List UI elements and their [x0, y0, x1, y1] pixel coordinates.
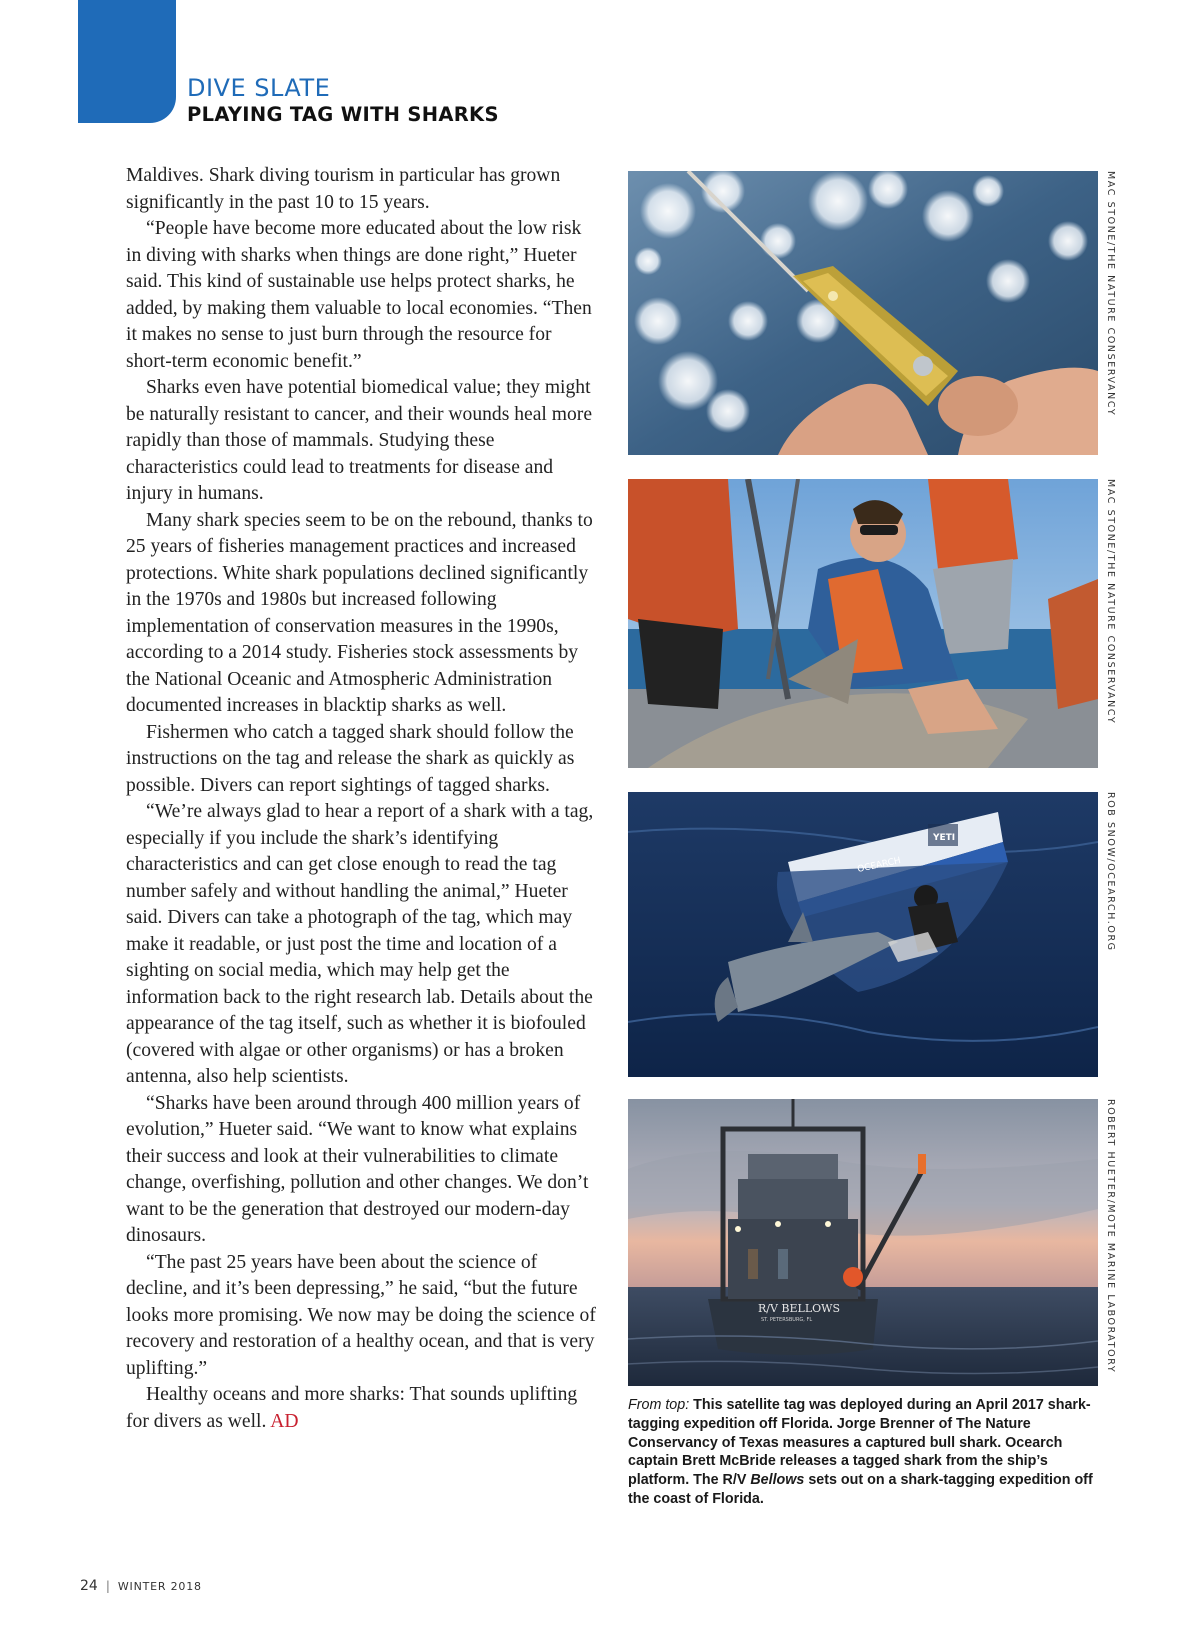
article-headline: PLAYING TAG WITH SHARKS — [187, 103, 499, 126]
paragraph: “We’re always glad to hear a report of a shark with a tag, especially if you include the shark’s identifying characteristics and can get close enough to read the tag number safely and without handling the animal,” Hueter said. Divers can take a photograph of the tag, which may make it readable, or just post the time and location of a sighting on social media, which may help get the information back to the right research lab. Details about the appearance of the tag itself, such as whether it is biofouled (covered with algae or other organisms) or has a broken antenna, also help scientists. — [126, 801, 594, 1087]
banner-text: YETI — [933, 833, 956, 843]
photo-ocearch-release — [628, 792, 1098, 1077]
caption-vessel-name: Bellows — [750, 1472, 805, 1489]
platform-text: OCEARCH — [856, 855, 902, 875]
caption-text: This satellite tag was deployed during an April 2017 shark-tagging expedition off Florida. Jorge Brenner of The Nature Conservancy of Texas measures a captured bull shark. Ocearch captain Brett McBride releases a tagged shark from the ship’s platform. The R/V — [628, 1397, 1091, 1489]
caption-text: sets out on a shark-tagging expedition off the coast of Florida. — [628, 1472, 1093, 1507]
photo-rv-bellows — [628, 1099, 1098, 1386]
paragraph: “The past 25 years have been about the science of decline, and it’s been depressing,” he said, “but the future looks more promising. We now may be doing the science of recovery and restoration of a healthy ocean, and that is very uplifting.” — [126, 1251, 596, 1379]
rv-bellows-image — [628, 1099, 1098, 1386]
paragraph: Sharks even have potential biomedical value; they might be naturally resistant to cancer, and their wounds heal more rapidly than those of mammals. Studying these characteristics could lead to treatments for disease and injury in humans. — [126, 377, 593, 504]
paragraph: Maldives. Shark diving tourism in particular has grown significantly in the past 10 to 15 years. — [126, 165, 561, 213]
section-label: DIVE SLATE — [187, 74, 331, 102]
section-tab-block — [78, 0, 176, 123]
satellite-tag-image — [628, 171, 1098, 455]
ocearch-release-image — [628, 792, 1098, 1077]
photo-satellite-tag — [628, 171, 1098, 455]
photo-credit: MAC STONE/THE NATURE CONSERVANCY — [1105, 171, 1116, 417]
photo-caption — [628, 1396, 1103, 1509]
paragraph: Fishermen who catch a tagged shark should follow the instructions on the tag and release the shark as quickly as possible. Divers can report sightings of tagged sharks. — [126, 721, 575, 796]
page-footer — [80, 1578, 202, 1594]
paragraph: “People have become more educated about the low risk in diving with sharks when things are done right,” Hueter said. This kind of sustainable use helps protect sharks, he added, by making them valuable to local economies. “Then it makes no sense to just burn through the resource for short-term economic benefit.” — [126, 218, 592, 372]
footer-separator: | — [105, 1579, 110, 1593]
final-paragraph — [126, 1382, 596, 1435]
boat-port: ST. PETERSBURG, FL — [761, 1317, 813, 1323]
paragraph-text: Healthy oceans and more sharks: That sounds uplifting for divers as well. — [126, 1384, 578, 1432]
photo-credit: ROB SNOW/OCEARCH.ORG — [1105, 792, 1116, 952]
measuring-shark-image — [628, 479, 1098, 768]
paragraph: Many shark species seem to be on the rebound, thanks to 25 years of fisheries management practices and increased protections. White shark populations declined significantly in the 1970s and 1980s but increased following implementation of conservation measures in the 1990s, according to a 2014 study. Fisheries stock assessments by the National Oceanic and Atmospheric Administration documented increases in blacktip sharks as well. — [126, 509, 593, 716]
photo-credit: ROBERT HUETER/MOTE MARINE LABORATORY — [1105, 1099, 1116, 1374]
page-number: 24 — [80, 1578, 98, 1594]
caption-lead: From top: — [628, 1397, 690, 1413]
end-mark: AD — [270, 1410, 299, 1432]
issue-label: WINTER 2018 — [117, 1580, 202, 1593]
photo-measuring-shark — [628, 479, 1098, 768]
paragraph: “Sharks have been around through 400 million years of evolution,” Hueter said. “We want to know what explains their success and look at their vulnerabilities to climate change, overfishing, pollution and other changes. We don’t want to be the generation that destroyed our modern-day dinosaurs. — [126, 1092, 589, 1246]
photo-credit: MAC STONE/THE NATURE CONSERVANCY — [1105, 479, 1116, 725]
boat-name: R/V BELLOWS — [758, 1302, 841, 1315]
article-body — [126, 163, 596, 1435]
